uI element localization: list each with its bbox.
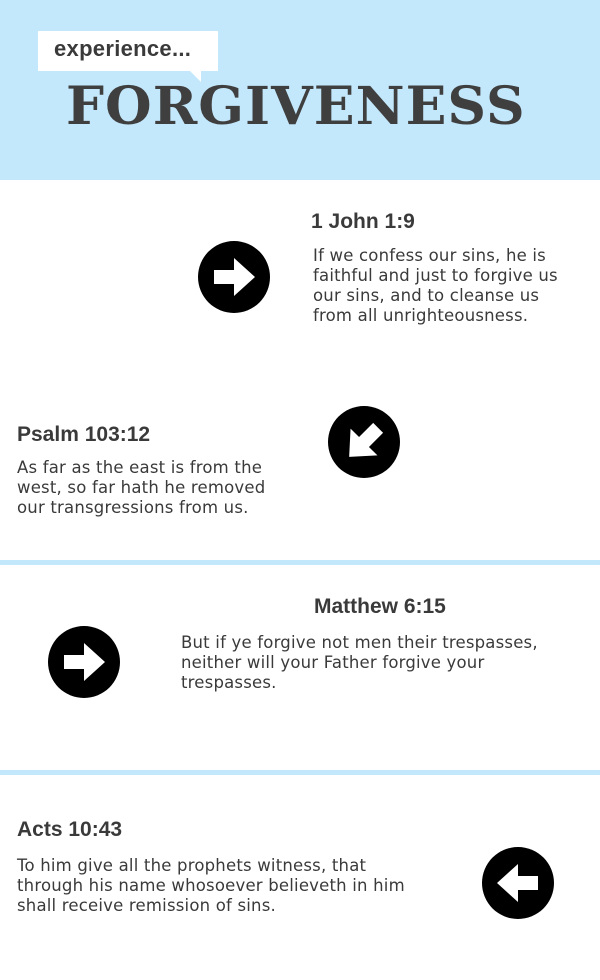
arrow-down-left-icon (328, 406, 400, 478)
page-title: FORGIVENESS (66, 76, 526, 137)
reference-acts: Acts 10:43 (17, 818, 123, 841)
reference-psalm: Psalm 103:12 (17, 423, 151, 446)
bubble-text: experience... (54, 36, 192, 61)
verse-1-john: If we confess our sins, he is faithful and just to forgive us our sins, and to cleanse us from all unrighteousness. (313, 246, 558, 325)
reference-matthew: Matthew 6:15 (314, 595, 446, 618)
reference-1-john: 1 John 1:9 (311, 210, 415, 233)
arrow-right-icon (48, 626, 120, 698)
arrow-left-icon (482, 847, 554, 919)
section-divider (0, 560, 600, 565)
section-divider (0, 770, 600, 775)
verse-matthew: But if ye forgive not men their trespasses, neither will your Father forgive your trespasses. (181, 633, 538, 692)
verse-acts: To him give all the prophets witness, that through his name whosoever believeth in him shall receive remission of sins. (17, 856, 405, 915)
arrow-right-icon (198, 241, 270, 313)
verse-psalm: As far as the east is from the west, so far hath he removed our transgressions from us. (17, 458, 266, 517)
